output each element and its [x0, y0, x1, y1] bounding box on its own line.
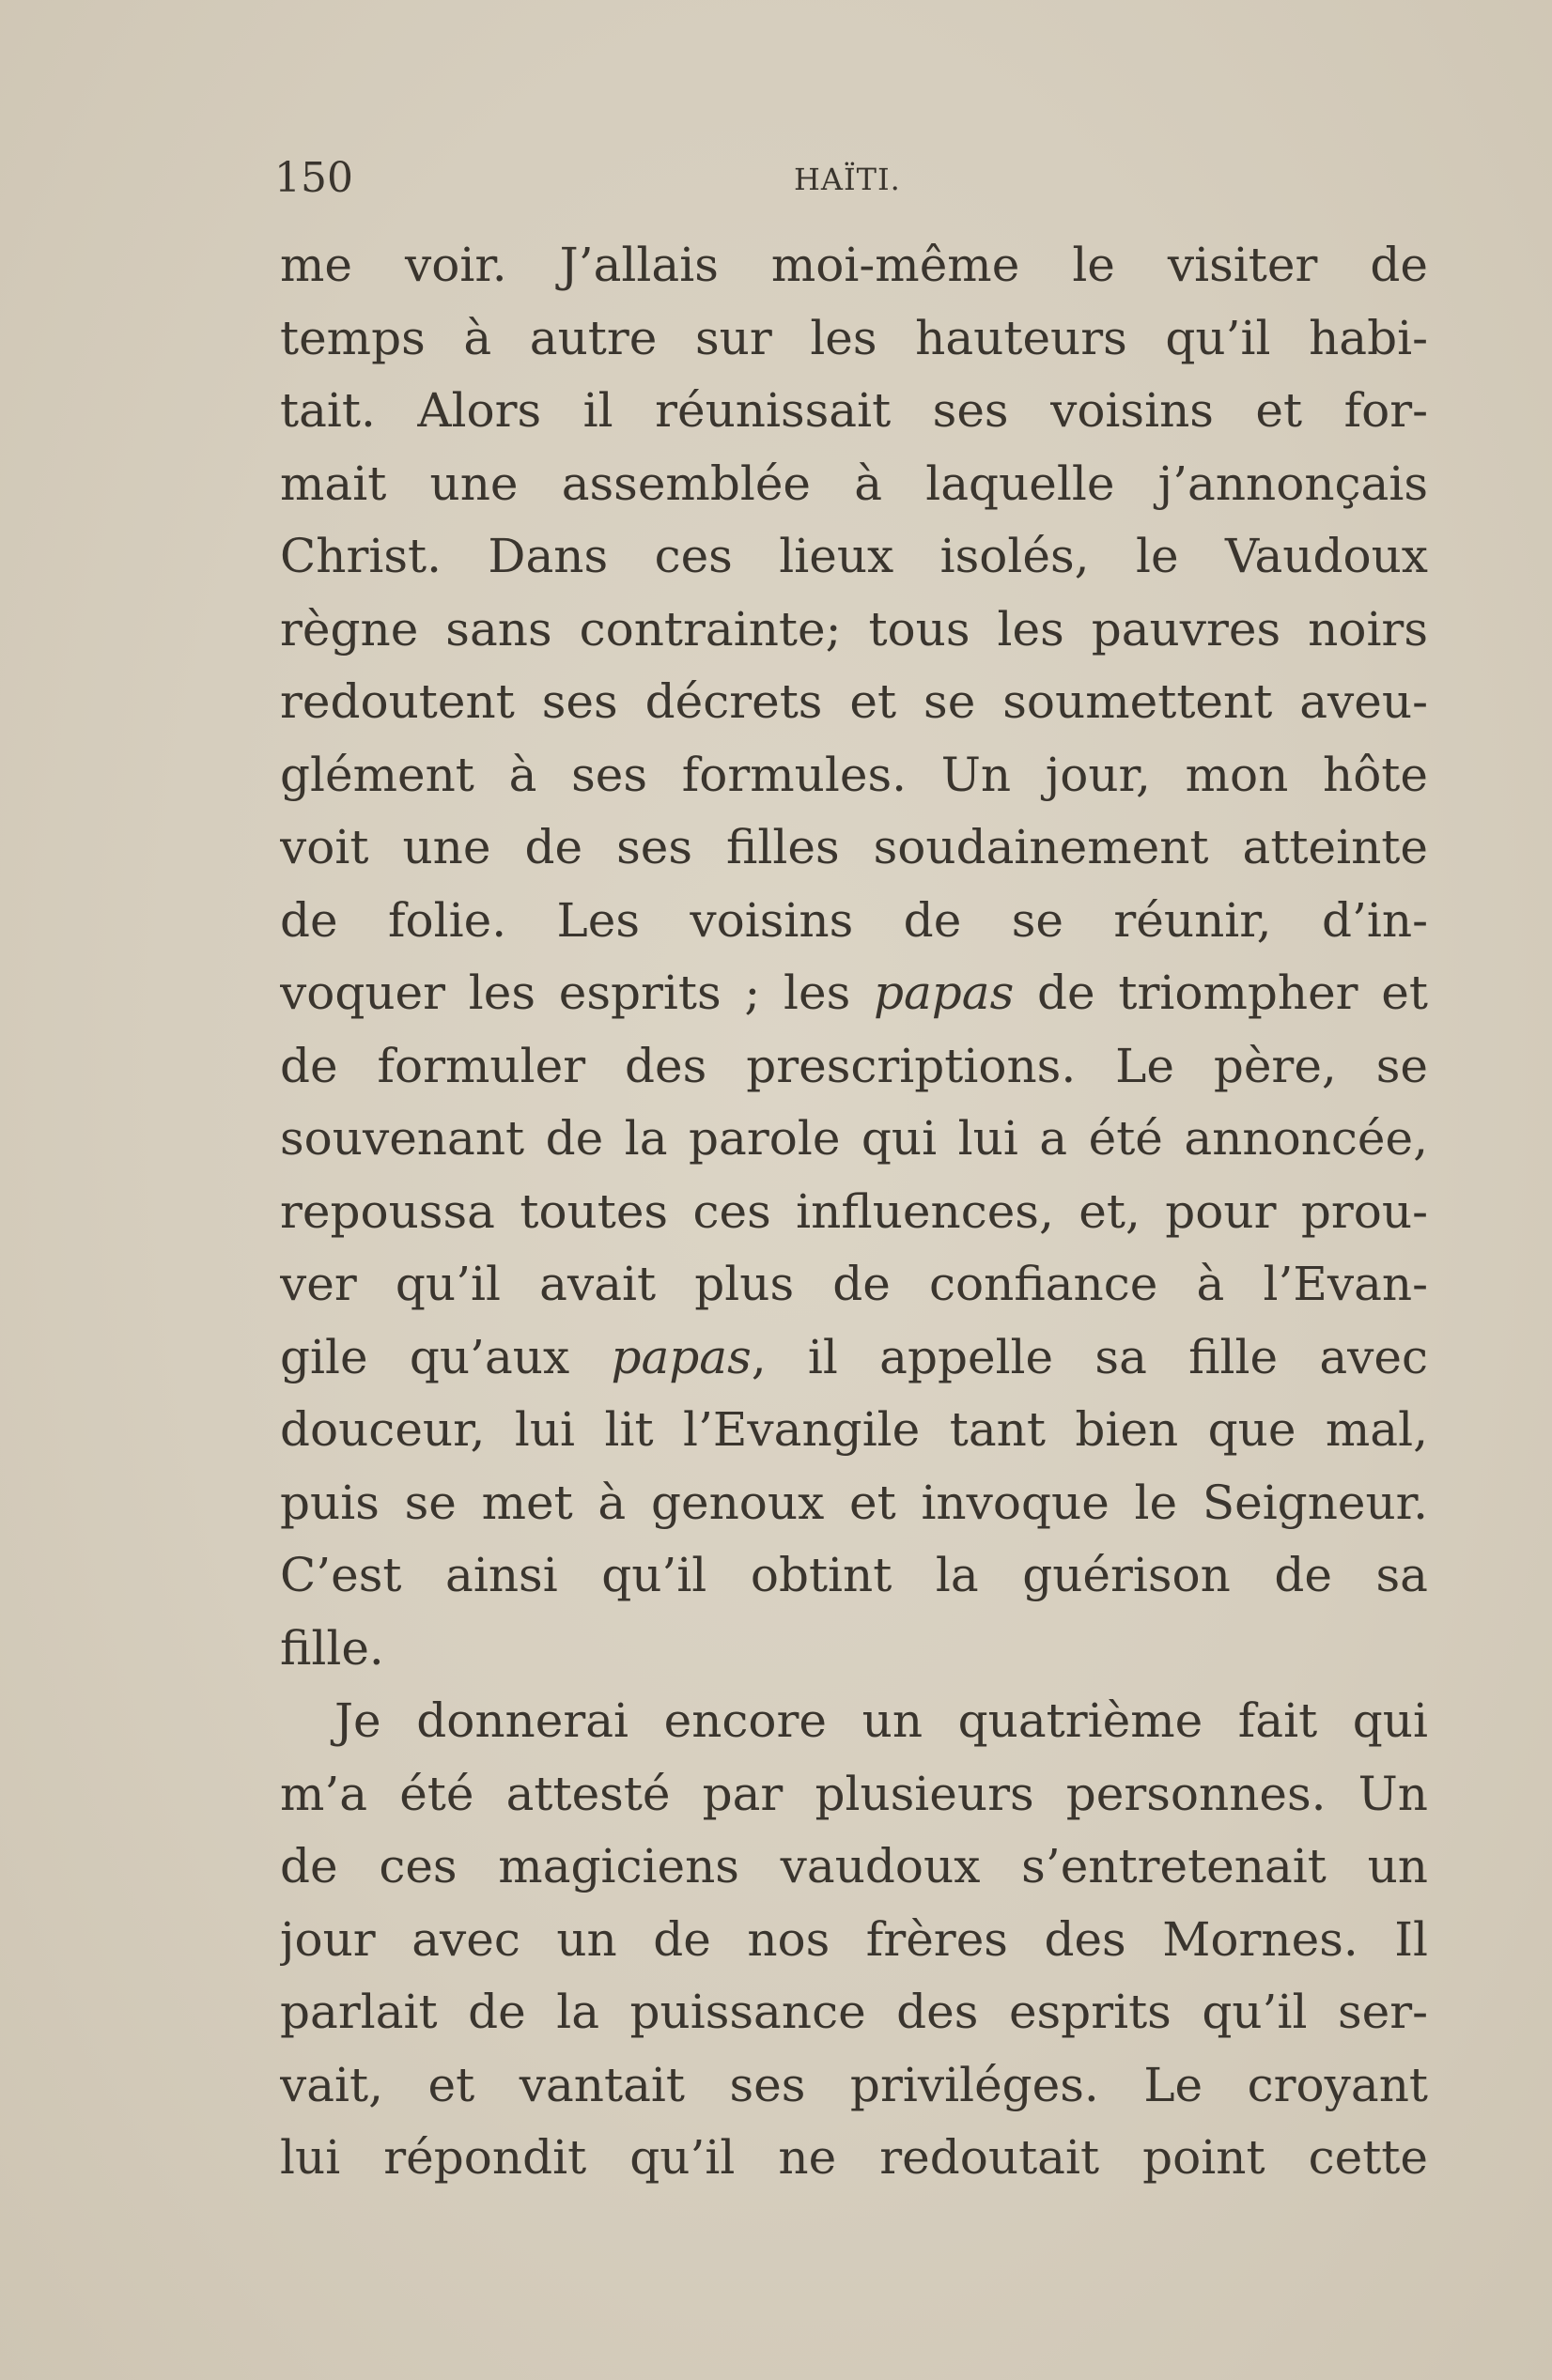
text-line: lui répondit qu’il ne redoutait point cette — [280, 2130, 1428, 2185]
text-line: parlait de la puissance des esprits qu’il ser- — [280, 1985, 1428, 2039]
text-line: temps à autre sur les hauteurs qu’il habi- — [280, 310, 1428, 365]
text-line: jour avec un de nos frères des Mornes. Il — [280, 1911, 1428, 1967]
text-line: fille. — [280, 1620, 384, 1676]
text-line: Christ. Dans ces lieux isolés, le Vaudoux — [280, 529, 1428, 583]
text-line: de ces magiciens vaudoux s’entretenait un — [280, 1839, 1428, 1893]
page-header — [274, 150, 1422, 207]
text-run: gile qu’aux — [280, 1329, 612, 1384]
text-line: souvenant de la parole qui lui a été annoncée, — [280, 1111, 1428, 1166]
text-line: voit une de ses filles soudainement atteinte — [280, 820, 1428, 874]
text-line: Je donnerai encore un quatrième fait qui — [334, 1693, 1428, 1748]
text-line: vait, et vantait ses priviléges. Le croyant — [280, 2057, 1428, 2112]
running-head: HAÏTI. — [794, 162, 901, 197]
text-line: glément à ses formules. Un jour, mon hôte — [280, 747, 1428, 802]
text-line: de folie. Les voisins de se réunir, d’in- — [280, 892, 1428, 948]
page-number: 150 — [274, 154, 353, 202]
text-line: me voir. J’allais moi-même le visiter de — [280, 238, 1428, 292]
text-line: puis se met à genoux et invoque le Seigneur. — [280, 1475, 1428, 1530]
text-run: de triompher et — [1014, 966, 1428, 1020]
text-line: redoutent ses décrets et se soumettent aveu- — [280, 674, 1428, 729]
text-line: repoussa toutes ces influences, et, pour prou- — [280, 1183, 1428, 1239]
text-line: ver qu’il avait plus de confiance à l’Evan- — [280, 1257, 1428, 1311]
text-line: m’a été attesté par plusieurs personnes. Un — [280, 1766, 1428, 1821]
text-line: règne sans contrainte; tous les pauvres noirs — [280, 601, 1428, 657]
body-text — [280, 229, 1428, 2195]
text-line — [280, 957, 1428, 1030]
text-line: mait une assemblée à laquelle j’annonçais — [280, 456, 1428, 511]
text-line: de formuler des prescriptions. Le père, se — [280, 1038, 1428, 1093]
text-run: , il appelle sa fille avec — [751, 1329, 1428, 1384]
italic-word: papas — [611, 1329, 752, 1384]
text-line — [280, 1321, 1428, 1395]
text-line: C’est ainsi qu’il obtint la guérison de sa — [280, 1548, 1428, 1602]
text-line: tait. Alors il réunissait ses voisins et for- — [280, 383, 1428, 438]
italic-word: papas — [873, 966, 1015, 1020]
text-line: douceur, lui lit l’Evangile tant bien que mal, — [280, 1402, 1428, 1457]
text-run: voquer les esprits ; les — [280, 966, 874, 1020]
